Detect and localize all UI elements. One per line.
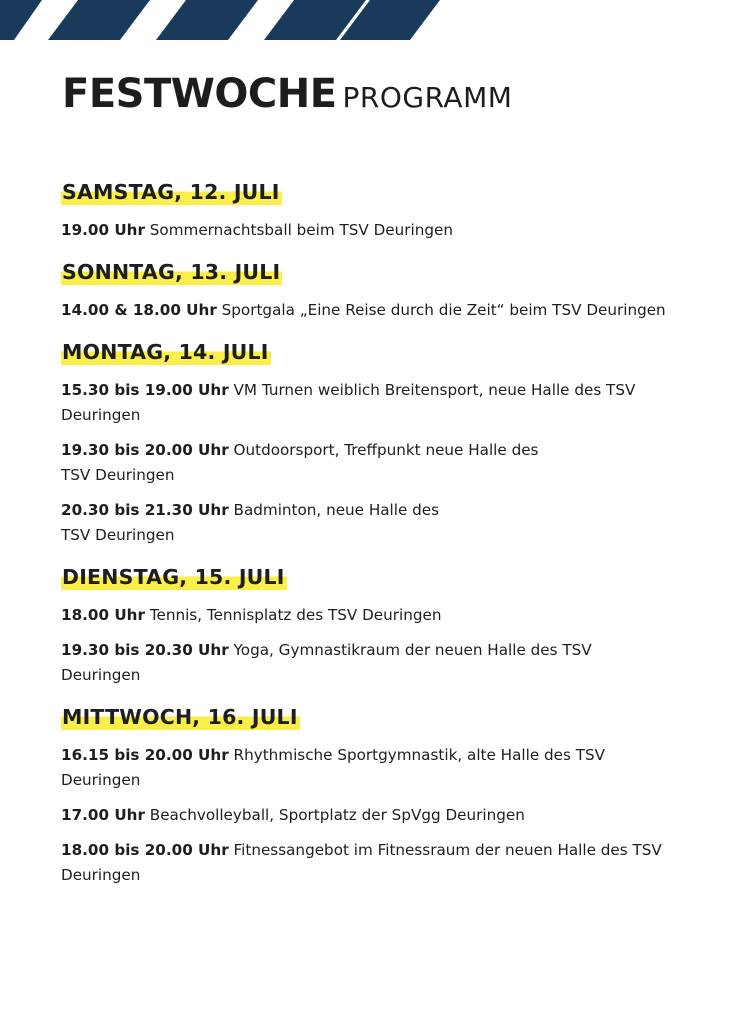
event-description: Beachvolleyball, Sportplatz der SpVgg Deuringen (149, 806, 525, 824)
event-item (61, 838, 671, 888)
event-description: VM Turnen weiblich Breitensport, neue Halle des TSV Deuringen (61, 381, 636, 424)
event-item (61, 218, 671, 243)
event-description: Yoga, Gymnastikraum der neuen Halle des TSV Deuringen (61, 641, 592, 684)
event-description: Fitnessangebot im Fitnessraum der neuen Halle des TSV Deuringen (61, 841, 662, 884)
day-heading: MITTWOCH, 16. JULI (62, 705, 298, 729)
page-title (62, 71, 513, 117)
title-sub: PROGRAMM (342, 81, 513, 114)
title-main: FESTWOCHE (62, 71, 337, 117)
event-description: Badminton, neue Halle des TSV Deuringen (61, 501, 440, 544)
event-time: 19.30 bis 20.00 Uhr (61, 441, 229, 459)
day-heading: DIENSTAG, 15. JULI (62, 565, 285, 589)
day-section (61, 703, 671, 888)
event-time: 16.15 bis 20.00 Uhr (61, 746, 229, 764)
day-heading: MONTAG, 14. JULI (62, 340, 269, 364)
event-time: 19.30 bis 20.30 Uhr (61, 641, 229, 659)
event-description: Sommernachtsball beim TSV Deuringen (149, 221, 453, 239)
event-item (61, 803, 671, 828)
day-heading: SAMSTAG, 12. JULI (62, 180, 280, 204)
event-time: 18.00 Uhr (61, 606, 145, 624)
stripe (0, 0, 42, 40)
event-item (61, 378, 671, 428)
decorative-stripes (0, 0, 732, 40)
event-time: 17.00 Uhr (61, 806, 145, 824)
event-description: Outdoorsport, Treffpunkt neue Halle des TSV Deuringen (61, 441, 539, 484)
event-item (61, 498, 671, 548)
event-item (61, 438, 671, 488)
day-section (61, 338, 671, 548)
event-item (61, 603, 671, 628)
event-description: Sportgala „Eine Reise durch die Zeit“ beim TSV Deuringen (221, 301, 666, 319)
day-heading: SONNTAG, 13. JULI (62, 260, 281, 284)
stripe (156, 0, 258, 40)
event-item (61, 743, 671, 793)
event-item (61, 638, 671, 688)
event-time: 19.00 Uhr (61, 221, 145, 239)
day-section (61, 563, 671, 688)
day-section (61, 258, 671, 323)
event-description: Tennis, Tennisplatz des TSV Deuringen (149, 606, 442, 624)
event-item (61, 298, 671, 323)
event-time: 20.30 bis 21.30 Uhr (61, 501, 229, 519)
program-list (61, 178, 671, 903)
event-time: 15.30 bis 19.00 Uhr (61, 381, 229, 399)
event-description: Rhythmische Sportgymnastik, alte Halle des TSV Deuringen (61, 746, 606, 789)
stripe (48, 0, 150, 40)
event-time: 18.00 bis 20.00 Uhr (61, 841, 229, 859)
day-section (61, 178, 671, 243)
event-time: 14.00 & 18.00 Uhr (61, 301, 217, 319)
